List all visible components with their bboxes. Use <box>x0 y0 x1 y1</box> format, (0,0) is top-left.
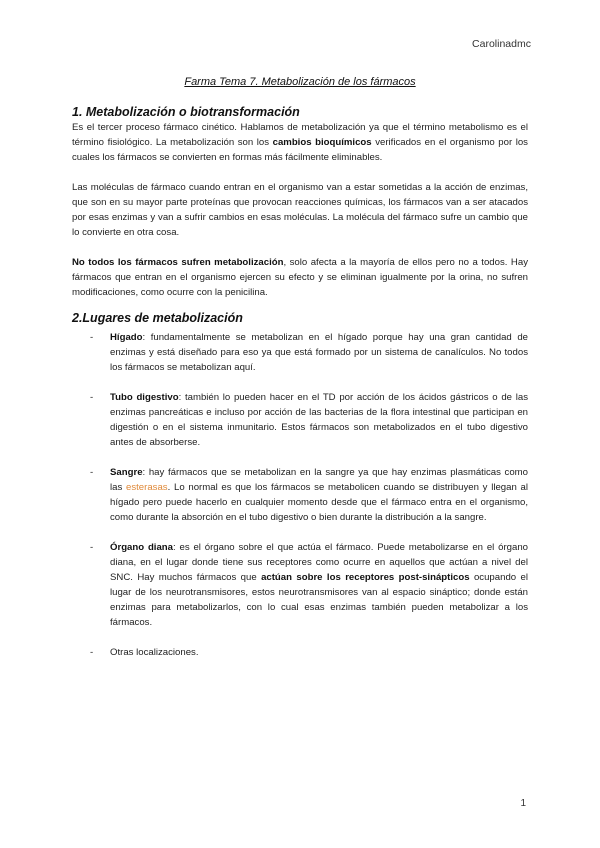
section-heading-lugares: 2.Lugares de metabolización <box>72 311 243 325</box>
list-term: Tubo digestivo <box>110 392 179 403</box>
list-text: : también lo pueden hacer en el TD por acción de los ácidos gástricos o de las enzimas pancreáticas e incluso por acción de las bacterias de la flora intestinal que participan en digestión o en el sistema inmunitario. Estos fármacos son metabolizados en el tubo digestivo antes de absorberse. <box>110 392 528 448</box>
paragraph-intro <box>72 120 528 165</box>
list-text: : es el órgano sobre el que actúa el fármaco. Puede metabolizarse en el órgano diana, en el lugar donde tiene sus receptores como ocurre en aquellos que actúan a nivel del SNC. Hay muchos fármacos que <box>110 542 528 583</box>
list-dash: - <box>90 332 94 343</box>
list-text: . Lo normal es que los fármacos se metabolicen cuando se distribuyen y llegan al hígado pero puede hacerlo en cualquier momento desde que el fármaco entra en el organismo, como durante la absorción en el tubo digestivo o bien durante la distribución a la sangre. <box>110 482 528 523</box>
paragraph-moleculas: Las moléculas de fármaco cuando entran en el organismo van a estar sometidas a la acción de enzimas, que son en su mayor parte proteínas que provocan reacciones químicas, los fármacos van a ser atacados por esas enzimas y van a sufrir cambios en esas moléculas. La molécula del fármaco sufre un cambio que lo convierte en otra cosa. <box>72 182 528 238</box>
page-number: 1 <box>520 798 526 809</box>
list-dash: - <box>90 467 94 478</box>
list-text: : fundamentalmente se metabolizan en el hígado porque hay una gran cantidad de enzimas y está diseñado para eso ya que está formado por un sistema de canalículos. No todos los fármacos se metabolizan aquí. <box>110 332 528 373</box>
list-item-higado <box>72 330 528 375</box>
list-item-tubo-digestivo <box>72 390 528 450</box>
paragraph-no-todos <box>72 255 528 300</box>
list-text: Otras localizaciones. <box>110 647 199 658</box>
list-dash: - <box>90 542 94 553</box>
text-run: , solo afecta a la mayoría de ellos pero no a todos. Hay fármacos que entran en el organismo ejercen su efecto y se eliminan igualmente por la orina, no sufren modificaciones, como ocurre con la penicilina. <box>72 257 528 298</box>
bold-text: cambios bioquímicos <box>272 137 372 148</box>
places-list <box>72 330 528 660</box>
list-item-organo-diana <box>72 540 528 630</box>
list-text: ocupando el lugar de los neurotransmisores, estos neurotransmisores van al espacio sináptico; donde están enzimas para metabolizarlos, con lo cual esas enzimas también pueden metabolizar a los fármacos. <box>110 572 528 628</box>
bold-text: actúan sobre los receptores post-sinápticos <box>261 572 470 583</box>
list-item-otras <box>72 645 528 660</box>
text-run: verificados en el organismo por los cuales los fármacos se convierten en formas más fácilmente eliminables. <box>72 137 528 163</box>
section-heading-metabolizacion: 1. Metabolización o biotransformación <box>72 105 300 119</box>
list-term: Hígado <box>110 332 143 343</box>
list-dash: - <box>90 647 94 658</box>
document-title: Farma Tema 7. Metabolización de los fármacos <box>184 76 416 88</box>
highlighted-term: esterasas <box>126 482 168 493</box>
bold-text: No todos los fármacos sufren metabolización <box>72 257 284 268</box>
list-item-sangre <box>72 465 528 525</box>
text-run: Es el tercer proceso fármaco cinético. Hablamos de metabolización ya que el término metabolismo es el término fisiológico. La metabolización son los <box>72 122 528 148</box>
list-term: Órgano diana <box>110 542 174 553</box>
list-text: : hay fármacos que se metabolizan en la sangre ya que hay enzimas plasmáticas como las <box>110 467 528 493</box>
list-dash: - <box>90 392 94 403</box>
document-body <box>72 104 528 675</box>
list-term: Sangre <box>110 467 143 478</box>
header-author: Carolinadmc <box>472 38 531 50</box>
